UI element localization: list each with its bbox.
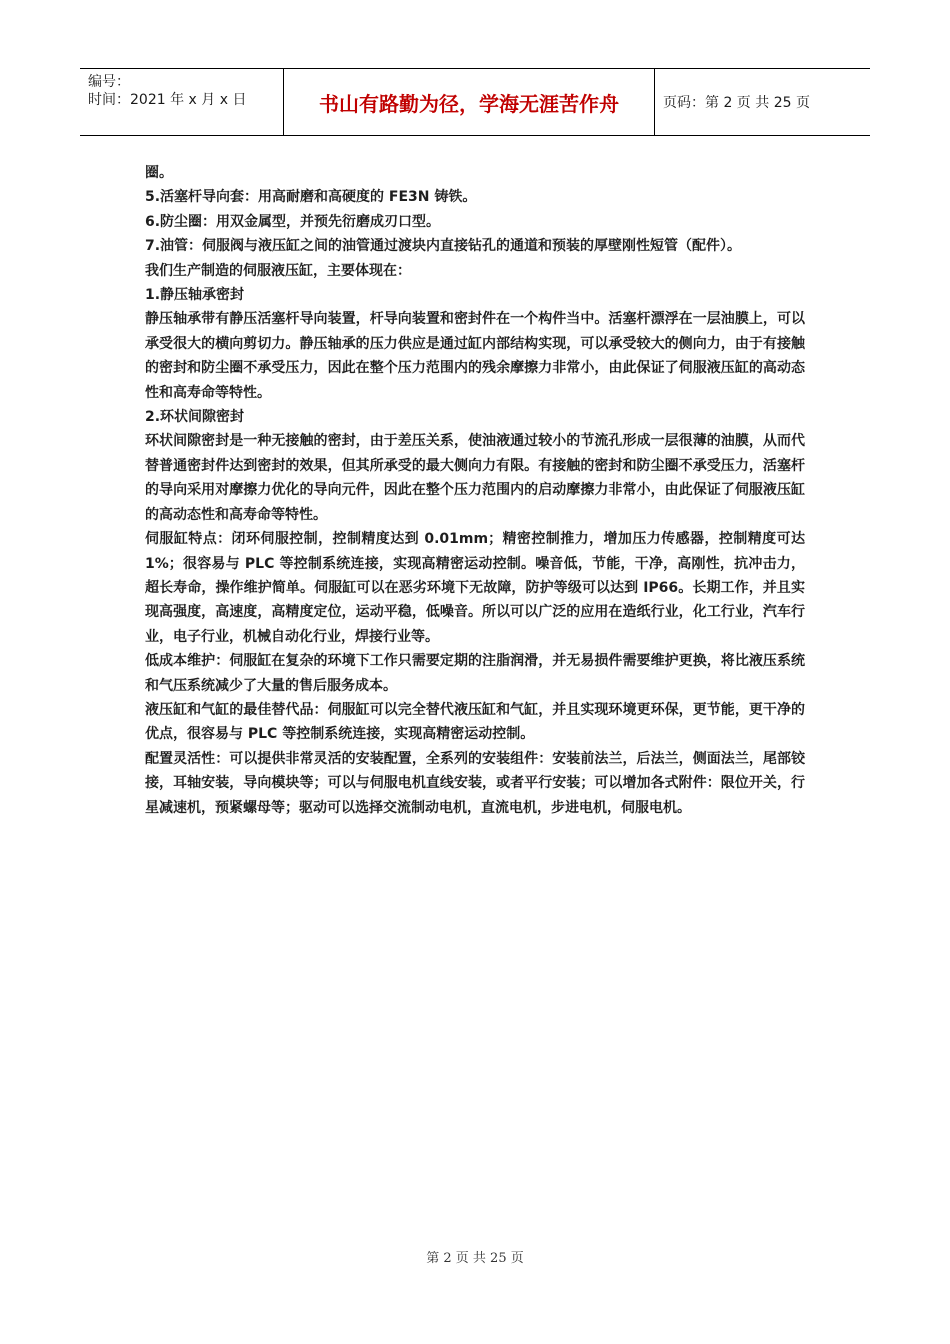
document-body	[145, 161, 805, 820]
paragraph-1: 圈。	[145, 165, 173, 181]
section-heading-annular-gap: 2.环状间隙密封	[145, 409, 245, 426]
section-heading-static-bearing: 1.静压轴承密封	[145, 287, 245, 304]
paragraph-annular-gap: 环状间隙密封是一种无接触的密封，由于差压关系，使油液通过较小的节流孔形成一层很薄的油膜，从而代替普通密封件达到密封的效果，但其所承受的最大侧向力有限。有接触的密封和防尘圈不承受压力，活塞杆的导向采用对摩擦力优化的导向元件，因此在整个压力范围内的启动摩擦力非常小，由此保证了伺服液压缸的高动态性和高寿命等特性。	[145, 433, 805, 523]
paragraph-replacement: 液压缸和气缸的最佳替代品：伺服缸可以完全替代液压缸和气缸，并且实现环境更环保，更节能，更干净的优点，很容易与 PLC 等控制系统连接，实现高精密运动控制。	[145, 701, 805, 743]
document-date-label: 时间：2021 年 x 月 x 日	[88, 92, 247, 108]
header-page-number: 页码：第 2 页 共 25 页	[663, 95, 810, 111]
paragraph-4: 7.油管：伺服阀与液压缸之间的油管通过渡块内直接钻孔的通道和预装的厚壁刚性短管（配件）。	[145, 238, 742, 255]
paragraph-3: 6.防尘圈：用双金属型，并预先衍磨成刃口型。	[145, 213, 441, 230]
paragraph-static-bearing: 静压轴承带有静压活塞杆导向装置，杆导向装置和密封件在一个构件当中。活塞杆漂浮在一层油膜上，可以承受很大的横向剪切力。静压轴承的压力供应是通过缸内部结构实现，可以承受较大的侧向力，由于有接触的密封和防尘圈不承受压力，因此在整个压力范围内的残余摩擦力非常小，由此保证了伺服液压缸的高动态性和高寿命等特性。	[145, 311, 805, 401]
paragraph-configuration: 配置灵活性：可以提供非常灵活的安装配置，全系列的安装组件：安装前法兰，后法兰，侧面法兰，尾部铰接，耳轴安装，导向模块等；可以与伺服电机直线安装，或者平行安装；可以增加各式附件：限位开关，行星减速机，预紧螺母等；驱动可以选择交流制动电机，直流电机，步进电机，伺服电机。	[145, 750, 805, 816]
header-meta	[80, 69, 283, 135]
document-number-label: 编号：	[88, 74, 130, 90]
paragraph-2: 5.活塞杆导向套：用高耐磨和高硬度的 FE3N 铸铁。	[145, 189, 477, 206]
paragraph-5: 我们生产制造的伺服液压缸，主要体现在：	[145, 262, 411, 279]
paragraph-low-cost: 低成本维护：伺服缸在复杂的环境下工作只需要定期的注脂润滑，并无易损件需要维护更换，将比液压系统和气压系统减少了大量的售后服务成本。	[145, 653, 805, 694]
header-motto: 书山有路勤为径，学海无涯苦作舟	[283, 69, 655, 135]
page-header	[80, 68, 870, 136]
paragraph-servo-features: 伺服缸特点：闭环伺服控制，控制精度达到 0.01mm；精密控制推力，增加压力传感器，控制精度可达 1%；很容易与 PLC 等控制系统连接，实现高精密运动控制。噪音低，节能，干净，高刚性，抗冲击力，超长寿命，操作维护简单。伺服缸可以在恶劣环境下无故障，防护等级可以达到 IP66。长期工作，并且实现高强度，高速度，高精度定位，运动平稳，低噪音。所以可以广泛的应用在造纸行业，化工行业，汽车行业，电子行业，机械自动化行业，焊接行业等。	[145, 531, 805, 645]
page-footer: 第 2 页 共 25 页	[426, 1251, 524, 1266]
